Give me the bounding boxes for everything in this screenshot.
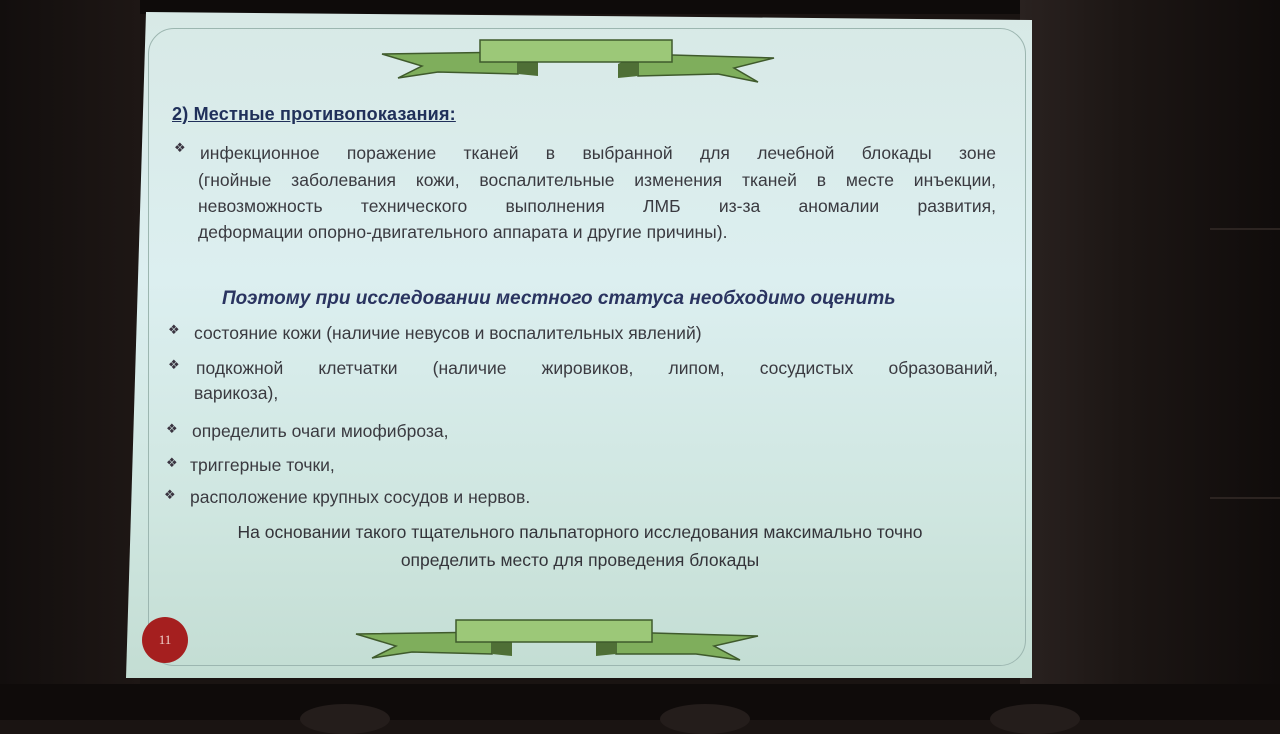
conclusion-line: определить место для проведения блокады [400, 550, 760, 570]
intro-bullet-line: деформации опорно-двигательного аппарата и другие причины). [198, 222, 728, 242]
page-number-badge: 11 [142, 617, 188, 663]
list-item: триггерные точки, [190, 455, 335, 475]
bullet-diamond-icon: ❖ [164, 488, 176, 503]
list-item: состояние кожи (наличие невусов и воспалительных явлений) [194, 323, 702, 343]
assessment-subheading: Поэтому при исследовании местного статуса необходимо оценить [222, 288, 896, 309]
audience-head [660, 704, 750, 734]
section-heading: 2) Местные противопоказания: [172, 104, 456, 124]
audience-head [300, 704, 390, 734]
bullet-diamond-icon: ❖ [166, 456, 178, 471]
list-item: определить очаги миофиброза, [192, 421, 449, 441]
bullet-diamond-icon: ❖ [168, 323, 180, 338]
audience-head [990, 704, 1080, 734]
audience-silhouettes [300, 704, 1080, 724]
intro-bullet-line: (гнойные заболевания кожи, воспалительные изменения тканей в месте инъекции, [198, 170, 996, 190]
conclusion-text [170, 518, 990, 574]
list-item: подкожной клетчатки (наличие жировиков, липом, сосудистых образований, [196, 358, 998, 378]
bullet-diamond-icon: ❖ [168, 358, 180, 373]
intro-bullet-line: невозможность технического выполнения ЛМБ из-за аномалии развития, [198, 196, 996, 216]
intro-bullet-line: инфекционное поражение тканей в выбранной для лечебной блокады зоне [200, 143, 996, 163]
bullet-diamond-icon: ❖ [174, 141, 186, 156]
list-item: расположение крупных сосудов и нервов. [190, 487, 531, 507]
conclusion-line: На основании такого тщательного пальпаторного исследования максимально точно [237, 522, 923, 542]
bullet-diamond-icon: ❖ [166, 422, 178, 437]
list-item: варикоза), [194, 383, 279, 403]
